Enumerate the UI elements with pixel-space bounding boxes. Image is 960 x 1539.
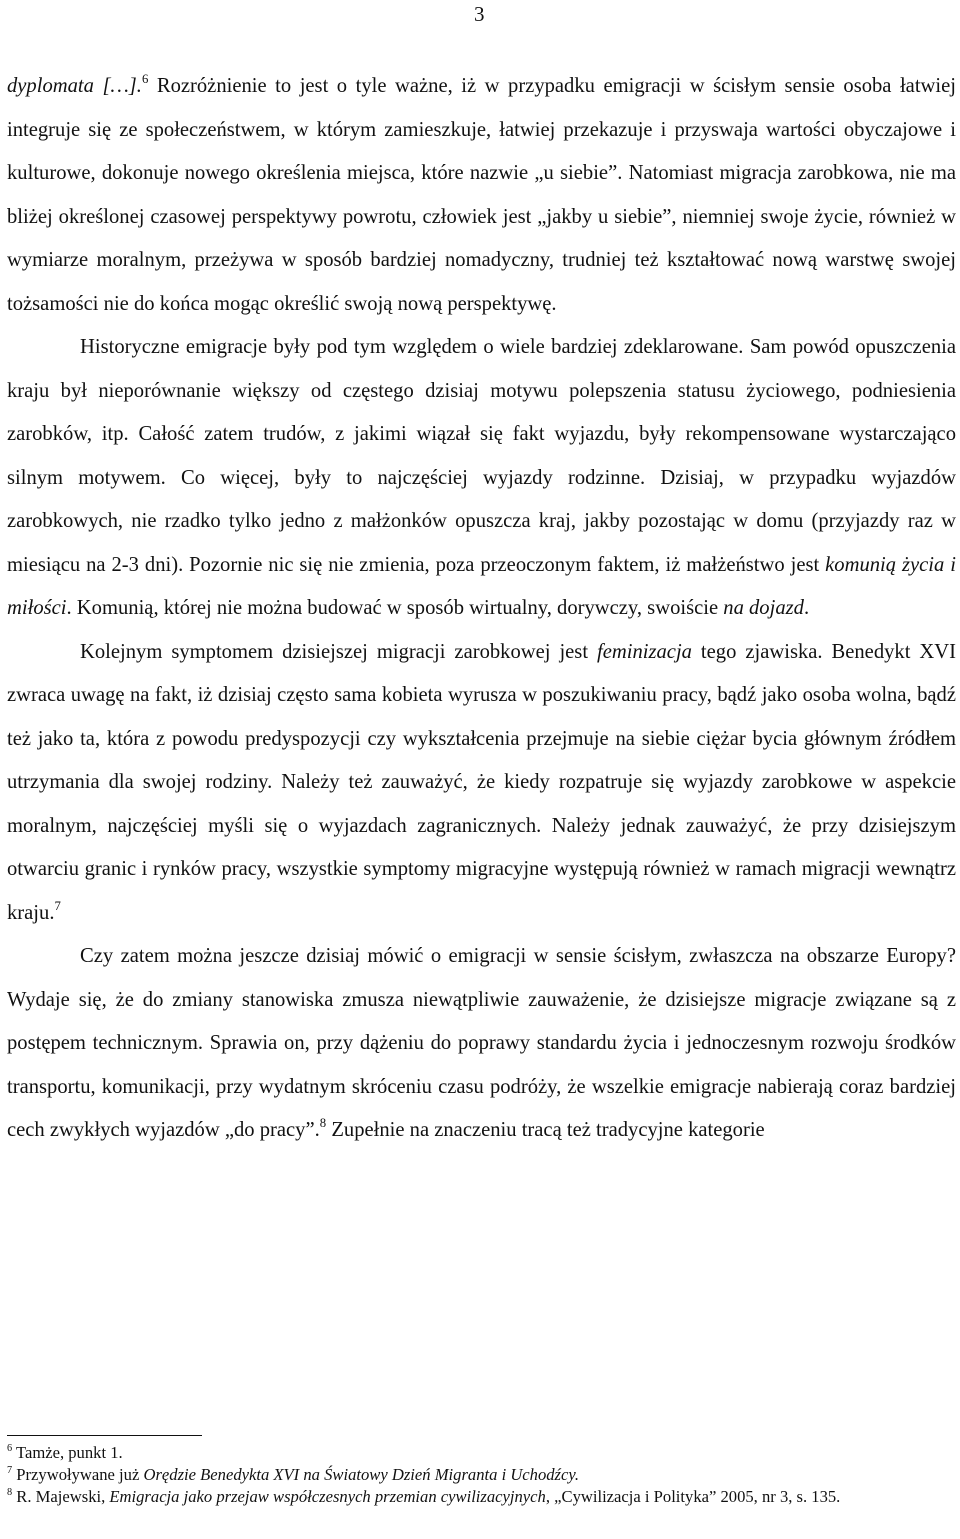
text-run: R. Majewski, — [12, 1487, 110, 1506]
text-run: . Komunią, której nie można budować w sposób wirtualny, dorywczy, swoiście — [66, 597, 724, 619]
footnote-ref: 8 — [319, 1116, 327, 1131]
page-number: 3 — [474, 2, 485, 26]
text-run: , „Cywilizacja i Polityka” 2005, nr 3, s. 135. — [545, 1487, 841, 1506]
footnote-separator — [7, 1435, 202, 1436]
footnote — [7, 1487, 956, 1507]
body-text — [7, 65, 956, 1153]
italic-text: Emigracja jako przejaw współczesnych przemian cywilizacyjnych — [109, 1487, 546, 1506]
text-run: tego zjawiska. Benedykt XVI zwraca uwagę na fakt, iż dzisiaj często sama kobieta wyrusza w poszukiwaniu pracy, bądź jako osoba wolna, bądź też jako ta, która z powodu predyspozycji czy wykształcenia przejmuje na siebie ciężar bycia głównym źródłem utrzymania dla swojej rodziny. Należy też zauważyć, że kiedy rozpatruje się wyjazdy zarobkowe w aspekcie moralnym, najczęściej myśli się o wyjazdach zagranicznych. Należy jednak zauważyć, że przy dzisiejszym otwarciu granic i rynków pracy, wszystkie symptomy migracyjne występują również w ramach migracji wewnątrz kraju. — [7, 640, 956, 924]
footnote — [7, 1465, 956, 1485]
italic-text: na dojazd — [723, 597, 804, 619]
footnote-ref: 6 — [7, 1442, 13, 1454]
text-run: Przywoływane już — [12, 1465, 144, 1484]
footnote-ref: 7 — [54, 898, 61, 913]
text-run: Tamże, punkt 1. — [12, 1443, 123, 1462]
paragraph — [7, 935, 956, 1153]
text-run: Zupełnie na znaczeniu tracą też tradycyjne kategorie — [326, 1119, 765, 1141]
footnote-ref: 8 — [7, 1486, 13, 1498]
footnote — [7, 1443, 956, 1463]
paragraph — [7, 65, 956, 326]
footnote-ref: 7 — [7, 1464, 13, 1476]
text-run: . — [803, 597, 810, 619]
italic-text: komunią życia i miłości — [7, 553, 956, 619]
text-run: Rozróżnienie to jest o tyle ważne, iż w przypadku emigracji w ścisłym sensie osoba łatwiej integruje się ze społeczeństwem, w którym zamieszkuje, łatwiej przekazuje i przyswaja wartości obyczajowe i kulturowe, dokonuje nowego określenia miejsca, które nazwie „u siebie”. Natomiast migracja zarobkowa, nie ma bliżej określonej czasowej perspektywy powrotu, człowiek jest „jakby u siebie”, niemniej swoje życie, również w wymiarze moralnym, przeżywa w sposób bardziej nomadyczny, trudniej też kształtować nową warstwę swojej tożsamości nie do końca mogąc określić swoją nową perspektywę. — [7, 75, 956, 315]
text-run: Kolejnym symptomem dzisiejszej migracji zarobkowej jest — [80, 640, 598, 663]
footnotes — [7, 1443, 956, 1509]
italic-text: feminizacja — [597, 640, 692, 663]
paragraph — [7, 631, 956, 936]
text-run: Historyczne emigracje były pod tym względem o wiele bardziej zdeklarowane. Sam powód opuszczenia kraju był nieporównanie większy od częstego dzisiaj motywu polepszenia statusu życiowego, podniesienia zarobków, itp. Całość zatem trudów, z jakimi wiązał się fakt wyjazdu, były rekompensowane wystarczająco silnym motywem. Co więcej, były to najczęściej wyjazdy rodzinne. Dzisiaj, w przypadku wyjazdów zarobkowych, nie rzadko tylko jedno z małżonków opuszcza kraj, jakby pozostając w domu (przyjazdy raz w miesiącu na 2-3 dni). Pozornie nic się nie zmienia, poza przeoczonym faktem, iż małżeństwo jest — [7, 336, 956, 576]
paragraph — [7, 326, 956, 631]
italic-text: dyplomata […]. — [7, 75, 142, 97]
italic-text: Orędzie Benedykta XVI na Światowy Dzień Migranta i Uchodźcy. — [143, 1465, 579, 1484]
footnote-ref: 6 — [141, 72, 149, 87]
text-run: Czy zatem można jeszcze dzisiaj mówić o emigracji w sensie ścisłym, zwłaszcza na obszarze Europy? Wydaje się, że do zmiany stanowiska zmusza niewątpliwie zauważenie, że dzisiejsze migracje związane są z postępem technicznym. Sprawia on, przy dążeniu do poprawy standardu życia i jednoczesnym rozwoju środków transportu, komunikacji, przy wydatnym skróceniu czasu podróży, że wszelkie emigracje nabierają coraz bardziej cech zwykłych wyjazdów „do pracy”. — [7, 945, 956, 1141]
